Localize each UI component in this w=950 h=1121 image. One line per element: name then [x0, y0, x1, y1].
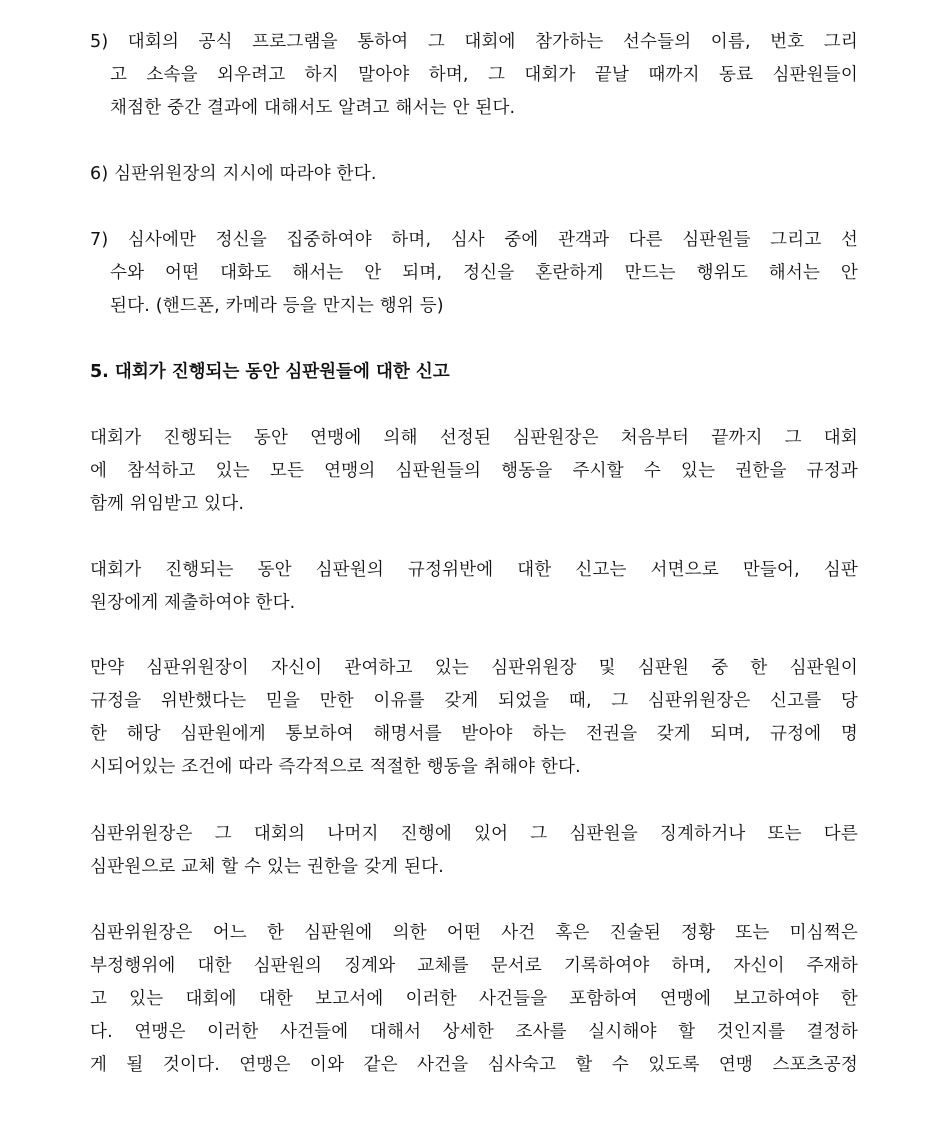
list-item-7 — [90, 224, 858, 323]
text-line: 만약 심판위원장이 자신이 관여하고 있는 심판위원장 및 심판원 중 한 심판원이 — [90, 658, 858, 678]
paragraph-3 — [90, 652, 858, 784]
text-line: 시되어있는 조건에 따라 즉각적으로 적절한 행동을 취해야 한다. — [90, 757, 581, 777]
text-line: 다. 연맹은 이러한 사건들에 대해서 상세한 조사를 실시해야 할 것인지를 결정하 — [90, 1022, 858, 1042]
section-heading: 5. 대회가 진행되는 동안 심판원들에 대한 신고 — [90, 362, 450, 382]
text-line: 심판원으로 교체 할 수 있는 권한을 갖게 된다. — [90, 857, 444, 877]
text-line: 대회가 진행되는 동안 심판원의 규정위반에 대한 신고는 서면으로 만들어, 심판 — [90, 560, 858, 580]
text-line: 원장에게 제출하여야 한다. — [90, 593, 296, 613]
text-line: 고 있는 대회에 대한 보고서에 이러한 사건들을 포함하여 연맹에 보고하여야 한 — [90, 989, 858, 1009]
text-line: 7) 심사에만 정신을 집중하여야 하며, 심사 중에 관객과 다른 심판원들 그리고 선 — [90, 230, 858, 250]
paragraph-4 — [90, 818, 858, 884]
text-line: 함께 위임받고 있다. — [90, 494, 245, 514]
text-line: 5) 대회의 공식 프로그램을 통하여 그 대회에 참가하는 선수들의 이름, 번호 그리 — [90, 32, 858, 52]
text-line: 한 해당 심판원에게 통보하여 해명서를 받아야 하는 전권을 갖게 되며, 규정에 명 — [90, 724, 858, 744]
text-line: 에 참석하고 있는 모든 연맹의 심판원들의 행동을 주시할 수 있는 권한을 규정과 — [90, 461, 858, 481]
text-line: 대회가 진행되는 동안 연맹에 의해 선정된 심판원장은 처음부터 끝까지 그 대회 — [90, 428, 858, 448]
text-line: 심판위원장은 어느 한 심판원에 의한 어떤 사건 혹은 진술된 정황 또는 미심쩍은 — [90, 923, 858, 943]
text-line: 심판위원장은 그 대회의 나머지 진행에 있어 그 심판원을 징계하거나 또는 다른 — [90, 824, 858, 844]
text-line: 수와 어떤 대화도 해서는 안 되며, 정신을 혼란하게 만드는 행위도 해서는 안 — [110, 263, 858, 283]
text-line: 된다. (핸드폰, 카메라 등을 만지는 행위 등) — [110, 296, 444, 316]
paragraph-1 — [90, 422, 858, 521]
text-line: 규정을 위반했다는 믿을 만한 이유를 갖게 되었을 때, 그 심판위원장은 신고를 당 — [90, 691, 858, 711]
paragraph-2 — [90, 554, 858, 620]
text-line: 부정행위에 대한 심판원의 징계와 교체를 문서로 기록하여야 하며, 자신이 주재하 — [90, 956, 858, 976]
text-line: 게 될 것이다. 연맹은 이와 같은 사건을 심사숙고 할 수 있도록 연맹 스포츠공정 — [90, 1055, 858, 1075]
paragraph-5 — [90, 917, 858, 1082]
text-line: 6) 심판위원장의 지시에 따라야 한다. — [90, 164, 377, 184]
text-line: 고 소속을 외우려고 하지 말아야 하며, 그 대회가 끝날 때까지 동료 심판원들이 — [110, 65, 858, 85]
list-item-5 — [90, 26, 858, 125]
list-item-6 — [90, 158, 858, 191]
text-line: 채점한 중간 결과에 대해서도 알려고 해서는 안 된다. — [110, 98, 516, 118]
